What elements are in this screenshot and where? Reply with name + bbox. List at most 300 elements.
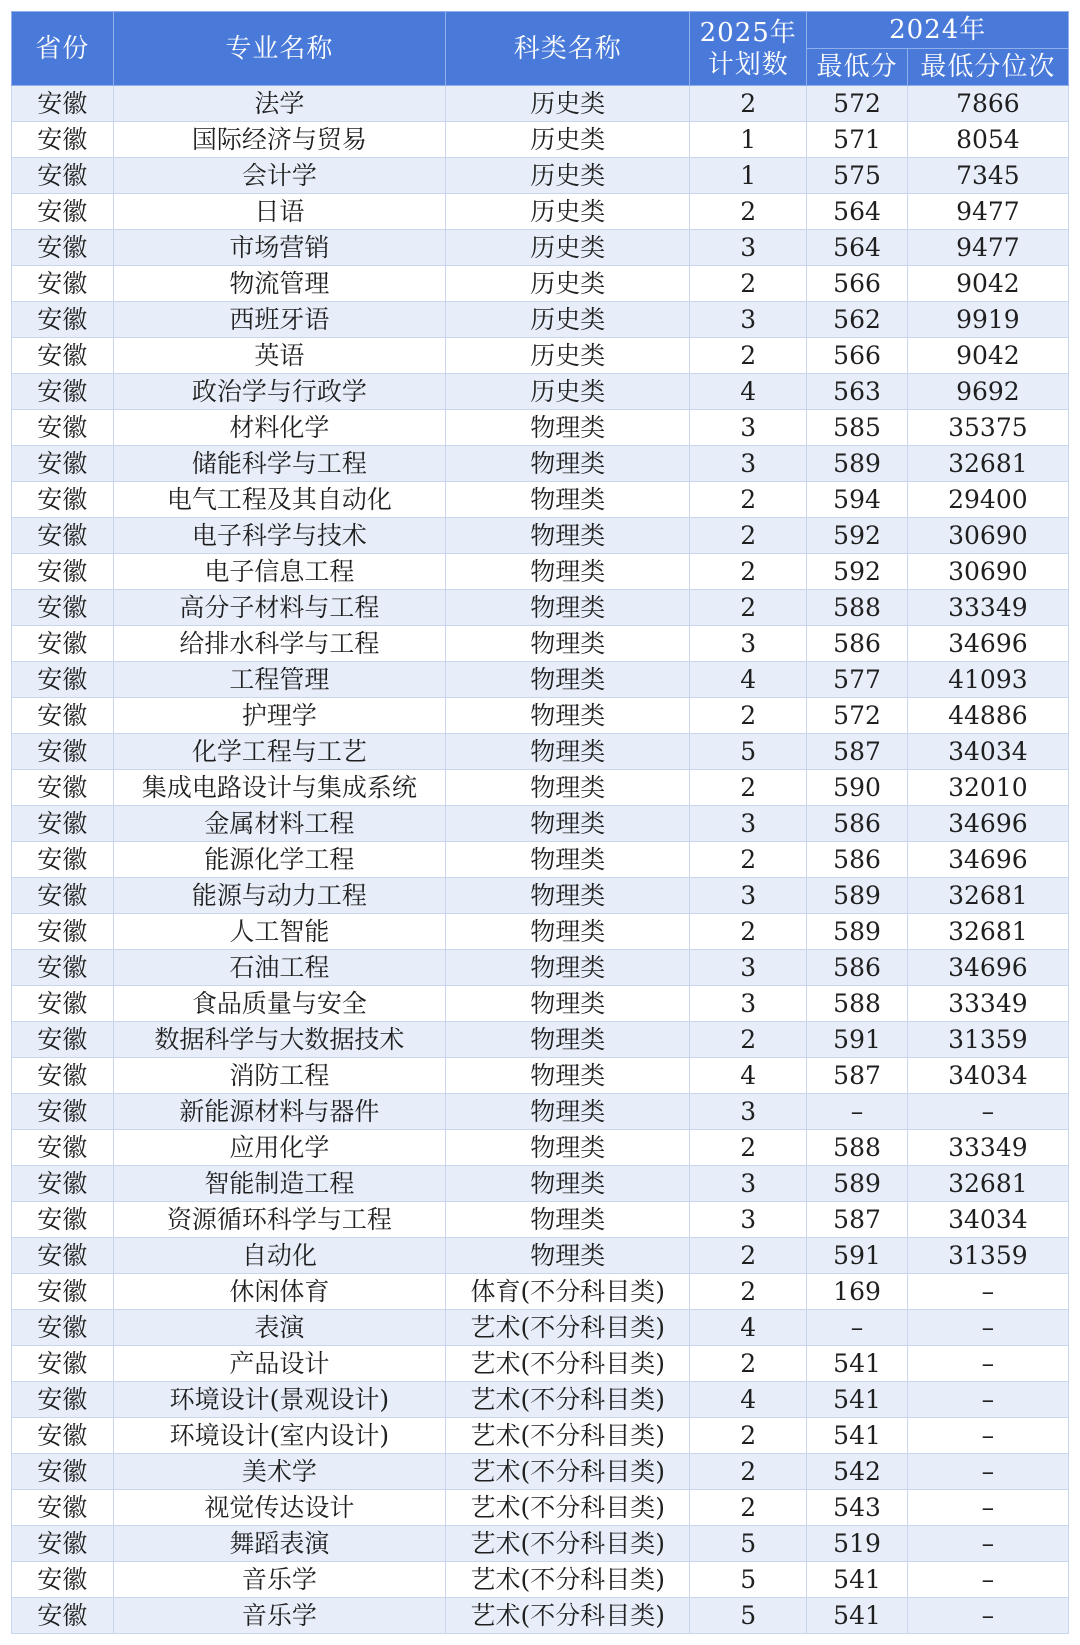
cell-min-score: 566	[807, 266, 907, 302]
cell-subject: 物理类	[446, 482, 690, 518]
cell-subject: 艺术(不分科目类)	[446, 1454, 690, 1490]
cell-plan-count: 5	[690, 734, 807, 770]
cell-major: 金属材料工程	[113, 806, 446, 842]
cell-subject: 历史类	[446, 374, 690, 410]
cell-min-rank: 9477	[907, 194, 1068, 230]
cell-major: 电子科学与技术	[113, 518, 446, 554]
cell-major: 高分子材料与工程	[113, 590, 446, 626]
cell-min-rank: 7866	[907, 86, 1068, 122]
cell-major: 工程管理	[113, 662, 446, 698]
header-plan	[690, 12, 807, 86]
cell-plan-count: 1	[690, 158, 807, 194]
cell-major: 舞蹈表演	[113, 1526, 446, 1562]
table-row	[12, 338, 1069, 374]
cell-province: 安徽	[12, 374, 114, 410]
cell-min-score: 587	[807, 734, 907, 770]
cell-plan-count: 3	[690, 806, 807, 842]
cell-min-score: 586	[807, 626, 907, 662]
cell-province: 安徽	[12, 410, 114, 446]
table-row	[12, 1418, 1069, 1454]
cell-major: 护理学	[113, 698, 446, 734]
table-row	[12, 590, 1069, 626]
cell-min-score: 543	[807, 1490, 907, 1526]
admission-table	[11, 11, 1069, 1634]
cell-min-score: 586	[807, 806, 907, 842]
table-row	[12, 302, 1069, 338]
cell-min-rank: 34696	[907, 842, 1068, 878]
cell-subject: 物理类	[446, 806, 690, 842]
cell-min-score: 564	[807, 230, 907, 266]
cell-major: 电气工程及其自动化	[113, 482, 446, 518]
cell-subject: 体育(不分科目类)	[446, 1274, 690, 1310]
cell-plan-count: 3	[690, 986, 807, 1022]
cell-province: 安徽	[12, 1274, 114, 1310]
cell-min-score: 587	[807, 1058, 907, 1094]
cell-province: 安徽	[12, 698, 114, 734]
cell-min-rank: 31359	[907, 1238, 1068, 1274]
cell-min-rank: 32681	[907, 1166, 1068, 1202]
header-year-2024: 2024年	[807, 12, 1069, 49]
cell-major: 物流管理	[113, 266, 446, 302]
cell-min-rank: 44886	[907, 698, 1068, 734]
cell-major: 政治学与行政学	[113, 374, 446, 410]
cell-major: 石油工程	[113, 950, 446, 986]
cell-plan-count: 2	[690, 1238, 807, 1274]
table-row	[12, 266, 1069, 302]
cell-min-score: 541	[807, 1562, 907, 1598]
cell-province: 安徽	[12, 266, 114, 302]
cell-major: 国际经济与贸易	[113, 122, 446, 158]
cell-plan-count: 3	[690, 1166, 807, 1202]
cell-subject: 物理类	[446, 1094, 690, 1130]
cell-major: 休闲体育	[113, 1274, 446, 1310]
cell-min-score: 572	[807, 698, 907, 734]
header-plan-count: 计划数	[707, 49, 789, 80]
cell-plan-count: 2	[690, 1346, 807, 1382]
cell-major: 表演	[113, 1310, 446, 1346]
cell-major: 能源化学工程	[113, 842, 446, 878]
cell-min-score: 589	[807, 878, 907, 914]
table-row	[12, 230, 1069, 266]
cell-plan-count: 2	[690, 554, 807, 590]
header-major: 专业名称	[113, 12, 446, 86]
cell-plan-count: 3	[690, 446, 807, 482]
cell-min-rank: –	[907, 1562, 1068, 1598]
cell-subject: 历史类	[446, 158, 690, 194]
cell-min-score: 587	[807, 1202, 907, 1238]
cell-min-score: 541	[807, 1418, 907, 1454]
cell-min-rank: 34034	[907, 734, 1068, 770]
cell-major: 会计学	[113, 158, 446, 194]
cell-min-rank: –	[907, 1454, 1068, 1490]
cell-min-score: 519	[807, 1526, 907, 1562]
cell-min-score: 589	[807, 914, 907, 950]
table-row	[12, 986, 1069, 1022]
table-row	[12, 482, 1069, 518]
cell-plan-count: 3	[690, 1094, 807, 1130]
cell-major: 数据科学与大数据技术	[113, 1022, 446, 1058]
table-header	[12, 12, 1069, 86]
cell-subject: 物理类	[446, 1202, 690, 1238]
table-row	[12, 914, 1069, 950]
cell-min-rank: 29400	[907, 482, 1068, 518]
cell-min-score: 572	[807, 86, 907, 122]
cell-province: 安徽	[12, 122, 114, 158]
cell-subject: 历史类	[446, 122, 690, 158]
cell-min-score: 541	[807, 1598, 907, 1634]
cell-min-rank: –	[907, 1274, 1068, 1310]
cell-major: 英语	[113, 338, 446, 374]
cell-plan-count: 2	[690, 1454, 807, 1490]
cell-subject: 物理类	[446, 410, 690, 446]
header-plan-year: 2025年	[699, 17, 797, 48]
cell-min-score: 588	[807, 986, 907, 1022]
cell-major: 市场营销	[113, 230, 446, 266]
cell-min-score: 585	[807, 410, 907, 446]
cell-min-rank: 9692	[907, 374, 1068, 410]
cell-province: 安徽	[12, 1166, 114, 1202]
cell-province: 安徽	[12, 482, 114, 518]
cell-min-score: 586	[807, 842, 907, 878]
cell-major: 新能源材料与器件	[113, 1094, 446, 1130]
cell-plan-count: 1	[690, 122, 807, 158]
table-row	[12, 1490, 1069, 1526]
cell-plan-count: 3	[690, 1202, 807, 1238]
table-row	[12, 662, 1069, 698]
cell-min-rank: 9919	[907, 302, 1068, 338]
table-row	[12, 410, 1069, 446]
cell-province: 安徽	[12, 1562, 114, 1598]
cell-subject: 历史类	[446, 266, 690, 302]
cell-major: 集成电路设计与集成系统	[113, 770, 446, 806]
table-row	[12, 1202, 1069, 1238]
cell-subject: 物理类	[446, 986, 690, 1022]
table-row	[12, 1274, 1069, 1310]
cell-min-rank: 34696	[907, 626, 1068, 662]
cell-subject: 历史类	[446, 194, 690, 230]
cell-min-rank: 32681	[907, 446, 1068, 482]
cell-min-score: 564	[807, 194, 907, 230]
cell-subject: 物理类	[446, 698, 690, 734]
table-row	[12, 518, 1069, 554]
cell-min-rank: 32681	[907, 878, 1068, 914]
cell-plan-count: 2	[690, 914, 807, 950]
cell-major: 能源与动力工程	[113, 878, 446, 914]
cell-province: 安徽	[12, 1418, 114, 1454]
table-row	[12, 878, 1069, 914]
cell-province: 安徽	[12, 842, 114, 878]
cell-subject: 物理类	[446, 1130, 690, 1166]
cell-province: 安徽	[12, 1526, 114, 1562]
cell-province: 安徽	[12, 1454, 114, 1490]
cell-min-rank: 33349	[907, 590, 1068, 626]
cell-major: 电子信息工程	[113, 554, 446, 590]
cell-province: 安徽	[12, 1058, 114, 1094]
cell-plan-count: 3	[690, 302, 807, 338]
cell-province: 安徽	[12, 1490, 114, 1526]
cell-plan-count: 3	[690, 878, 807, 914]
cell-subject: 艺术(不分科目类)	[446, 1418, 690, 1454]
cell-province: 安徽	[12, 86, 114, 122]
cell-major: 给排水科学与工程	[113, 626, 446, 662]
cell-province: 安徽	[12, 1238, 114, 1274]
cell-major: 应用化学	[113, 1130, 446, 1166]
cell-min-rank: 30690	[907, 518, 1068, 554]
cell-min-rank: –	[907, 1598, 1068, 1634]
cell-province: 安徽	[12, 302, 114, 338]
cell-province: 安徽	[12, 1346, 114, 1382]
cell-min-rank: 31359	[907, 1022, 1068, 1058]
cell-min-score: 592	[807, 518, 907, 554]
cell-subject: 艺术(不分科目类)	[446, 1490, 690, 1526]
cell-plan-count: 3	[690, 410, 807, 446]
cell-subject: 历史类	[446, 86, 690, 122]
cell-min-score: 591	[807, 1238, 907, 1274]
cell-min-rank: 41093	[907, 662, 1068, 698]
cell-subject: 艺术(不分科目类)	[446, 1382, 690, 1418]
cell-subject: 物理类	[446, 554, 690, 590]
cell-major: 资源循环科学与工程	[113, 1202, 446, 1238]
cell-major: 西班牙语	[113, 302, 446, 338]
table-row	[12, 1598, 1069, 1634]
header-subject: 科类名称	[446, 12, 690, 86]
cell-province: 安徽	[12, 806, 114, 842]
cell-min-score: 588	[807, 1130, 907, 1166]
cell-min-rank: 7345	[907, 158, 1068, 194]
cell-plan-count: 2	[690, 1490, 807, 1526]
cell-province: 安徽	[12, 626, 114, 662]
table-row	[12, 1346, 1069, 1382]
cell-plan-count: 5	[690, 1526, 807, 1562]
cell-min-score: 562	[807, 302, 907, 338]
table-row	[12, 1094, 1069, 1130]
cell-plan-count: 5	[690, 1598, 807, 1634]
cell-subject: 艺术(不分科目类)	[446, 1598, 690, 1634]
cell-subject: 历史类	[446, 230, 690, 266]
cell-province: 安徽	[12, 770, 114, 806]
cell-subject: 物理类	[446, 1166, 690, 1202]
cell-subject: 艺术(不分科目类)	[446, 1526, 690, 1562]
cell-min-score: –	[807, 1094, 907, 1130]
cell-min-rank: –	[907, 1094, 1068, 1130]
cell-province: 安徽	[12, 1094, 114, 1130]
cell-plan-count: 2	[690, 338, 807, 374]
cell-plan-count: 2	[690, 482, 807, 518]
cell-province: 安徽	[12, 554, 114, 590]
header-row-top	[12, 12, 1069, 49]
cell-subject: 物理类	[446, 1022, 690, 1058]
cell-min-score: 594	[807, 482, 907, 518]
cell-major: 化学工程与工艺	[113, 734, 446, 770]
table-row	[12, 1310, 1069, 1346]
cell-min-rank: 34696	[907, 806, 1068, 842]
cell-subject: 物理类	[446, 914, 690, 950]
cell-major: 储能科学与工程	[113, 446, 446, 482]
cell-min-rank: –	[907, 1526, 1068, 1562]
cell-subject: 物理类	[446, 590, 690, 626]
cell-plan-count: 2	[690, 842, 807, 878]
table-row	[12, 734, 1069, 770]
table-row	[12, 806, 1069, 842]
table-row	[12, 374, 1069, 410]
table-row	[12, 122, 1069, 158]
cell-min-rank: 33349	[907, 986, 1068, 1022]
table-row	[12, 554, 1069, 590]
table-row	[12, 950, 1069, 986]
cell-plan-count: 2	[690, 518, 807, 554]
cell-province: 安徽	[12, 518, 114, 554]
cell-province: 安徽	[12, 734, 114, 770]
cell-major: 消防工程	[113, 1058, 446, 1094]
table-row	[12, 1166, 1069, 1202]
cell-major: 视觉传达设计	[113, 1490, 446, 1526]
cell-plan-count: 2	[690, 194, 807, 230]
table-row	[12, 1238, 1069, 1274]
cell-subject: 物理类	[446, 662, 690, 698]
cell-province: 安徽	[12, 590, 114, 626]
cell-province: 安徽	[12, 914, 114, 950]
cell-min-rank: 30690	[907, 554, 1068, 590]
cell-plan-count: 5	[690, 1562, 807, 1598]
cell-min-rank: –	[907, 1346, 1068, 1382]
cell-plan-count: 3	[690, 626, 807, 662]
cell-subject: 物理类	[446, 626, 690, 662]
cell-min-score: 589	[807, 446, 907, 482]
cell-plan-count: 2	[690, 1274, 807, 1310]
cell-min-score: 588	[807, 590, 907, 626]
cell-subject: 艺术(不分科目类)	[446, 1562, 690, 1598]
cell-plan-count: 2	[690, 698, 807, 734]
cell-major: 产品设计	[113, 1346, 446, 1382]
table-row	[12, 698, 1069, 734]
cell-subject: 物理类	[446, 446, 690, 482]
cell-plan-count: 4	[690, 1058, 807, 1094]
table-row	[12, 158, 1069, 194]
table-row	[12, 194, 1069, 230]
cell-min-score: –	[807, 1310, 907, 1346]
cell-plan-count: 4	[690, 1310, 807, 1346]
table-row	[12, 1526, 1069, 1562]
cell-min-score: 589	[807, 1166, 907, 1202]
cell-major: 环境设计(室内设计)	[113, 1418, 446, 1454]
cell-province: 安徽	[12, 878, 114, 914]
cell-plan-count: 4	[690, 662, 807, 698]
cell-province: 安徽	[12, 1598, 114, 1634]
table-row	[12, 1130, 1069, 1166]
cell-major: 环境设计(景观设计)	[113, 1382, 446, 1418]
cell-min-score: 586	[807, 950, 907, 986]
cell-plan-count: 3	[690, 950, 807, 986]
cell-province: 安徽	[12, 662, 114, 698]
cell-min-rank: 32010	[907, 770, 1068, 806]
cell-min-rank: 33349	[907, 1130, 1068, 1166]
cell-min-score: 591	[807, 1022, 907, 1058]
cell-subject: 艺术(不分科目类)	[446, 1310, 690, 1346]
cell-min-score: 575	[807, 158, 907, 194]
cell-plan-count: 4	[690, 1382, 807, 1418]
cell-plan-count: 4	[690, 374, 807, 410]
table-row	[12, 1454, 1069, 1490]
cell-min-rank: –	[907, 1310, 1068, 1346]
cell-min-rank: 35375	[907, 410, 1068, 446]
table-body	[12, 86, 1069, 1634]
cell-plan-count: 2	[690, 86, 807, 122]
cell-major: 日语	[113, 194, 446, 230]
table-row	[12, 1058, 1069, 1094]
cell-min-rank: –	[907, 1418, 1068, 1454]
cell-plan-count: 2	[690, 1022, 807, 1058]
cell-min-score: 563	[807, 374, 907, 410]
table-row	[12, 1382, 1069, 1418]
table-row	[12, 446, 1069, 482]
cell-subject: 物理类	[446, 1238, 690, 1274]
cell-min-rank: 34034	[907, 1202, 1068, 1238]
cell-min-score: 577	[807, 662, 907, 698]
table-row	[12, 1022, 1069, 1058]
cell-min-score: 566	[807, 338, 907, 374]
cell-province: 安徽	[12, 1022, 114, 1058]
cell-min-score: 169	[807, 1274, 907, 1310]
cell-plan-count: 3	[690, 230, 807, 266]
cell-plan-count: 2	[690, 590, 807, 626]
cell-min-rank: 8054	[907, 122, 1068, 158]
cell-min-rank: 34034	[907, 1058, 1068, 1094]
table-row	[12, 626, 1069, 662]
cell-major: 智能制造工程	[113, 1166, 446, 1202]
header-province: 省份	[12, 12, 114, 86]
cell-subject: 物理类	[446, 518, 690, 554]
cell-province: 安徽	[12, 158, 114, 194]
table-row	[12, 842, 1069, 878]
cell-province: 安徽	[12, 1202, 114, 1238]
cell-major: 法学	[113, 86, 446, 122]
cell-province: 安徽	[12, 1130, 114, 1166]
cell-subject: 物理类	[446, 842, 690, 878]
cell-subject: 物理类	[446, 770, 690, 806]
cell-province: 安徽	[12, 950, 114, 986]
cell-min-rank: –	[907, 1490, 1068, 1526]
cell-min-score: 590	[807, 770, 907, 806]
cell-major: 食品质量与安全	[113, 986, 446, 1022]
cell-province: 安徽	[12, 1382, 114, 1418]
cell-province: 安徽	[12, 230, 114, 266]
cell-province: 安徽	[12, 986, 114, 1022]
cell-subject: 物理类	[446, 734, 690, 770]
table-row	[12, 1562, 1069, 1598]
cell-major: 人工智能	[113, 914, 446, 950]
cell-province: 安徽	[12, 446, 114, 482]
header-min-score: 最低分	[807, 49, 907, 86]
cell-subject: 物理类	[446, 878, 690, 914]
cell-plan-count: 2	[690, 266, 807, 302]
cell-min-score: 541	[807, 1346, 907, 1382]
table-row	[12, 770, 1069, 806]
cell-min-rank: –	[907, 1382, 1068, 1418]
cell-subject: 历史类	[446, 302, 690, 338]
cell-major: 自动化	[113, 1238, 446, 1274]
cell-major: 音乐学	[113, 1562, 446, 1598]
cell-min-rank: 9042	[907, 266, 1068, 302]
cell-min-score: 542	[807, 1454, 907, 1490]
cell-plan-count: 2	[690, 1130, 807, 1166]
cell-min-score: 571	[807, 122, 907, 158]
cell-subject: 物理类	[446, 950, 690, 986]
cell-subject: 历史类	[446, 338, 690, 374]
cell-province: 安徽	[12, 338, 114, 374]
cell-min-rank: 9042	[907, 338, 1068, 374]
cell-min-rank: 9477	[907, 230, 1068, 266]
cell-plan-count: 2	[690, 770, 807, 806]
